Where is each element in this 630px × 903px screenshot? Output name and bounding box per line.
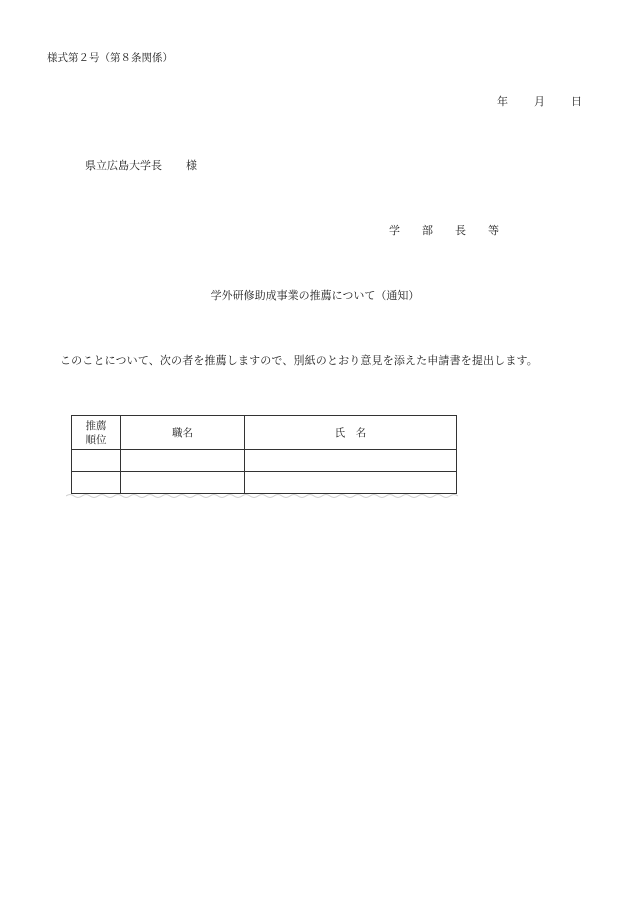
body-text: このことについて、次の者を推薦しますので、別紙のとおり意見を添えた申請書を提出します。 xyxy=(60,354,538,367)
date-day-label: 日 xyxy=(571,95,582,108)
date-month-label: 月 xyxy=(534,95,545,108)
header-rank-line1: 推薦 xyxy=(85,419,107,432)
cell-rank xyxy=(72,450,121,472)
table-header-row xyxy=(72,416,457,450)
addressee-honorific: 様 xyxy=(186,159,197,172)
header-name: 氏 名 xyxy=(245,416,457,450)
recommendation-table xyxy=(71,415,457,499)
cell-position xyxy=(121,450,245,472)
form-number: 様式第２号（第８条関係） xyxy=(47,52,173,64)
addressee xyxy=(85,159,197,173)
sender-char: 長 xyxy=(455,224,466,237)
header-rank xyxy=(72,416,121,450)
sender-char: 等 xyxy=(488,224,499,237)
date-line xyxy=(497,95,582,109)
date-year-label: 年 xyxy=(497,95,508,108)
table-row xyxy=(72,450,457,472)
document-title: 学外研修助成事業の推薦について（通知） xyxy=(210,289,420,302)
sender xyxy=(389,224,499,238)
header-position: 職名 xyxy=(121,416,245,450)
cell-name xyxy=(245,450,457,472)
header-rank-line2: 順位 xyxy=(85,433,107,446)
sender-char: 部 xyxy=(422,224,433,237)
recommendation-table-container xyxy=(71,415,457,499)
addressee-name: 県立広島大学長 xyxy=(85,159,162,172)
sender-char: 学 xyxy=(389,224,400,237)
torn-edge-divider xyxy=(66,490,462,504)
